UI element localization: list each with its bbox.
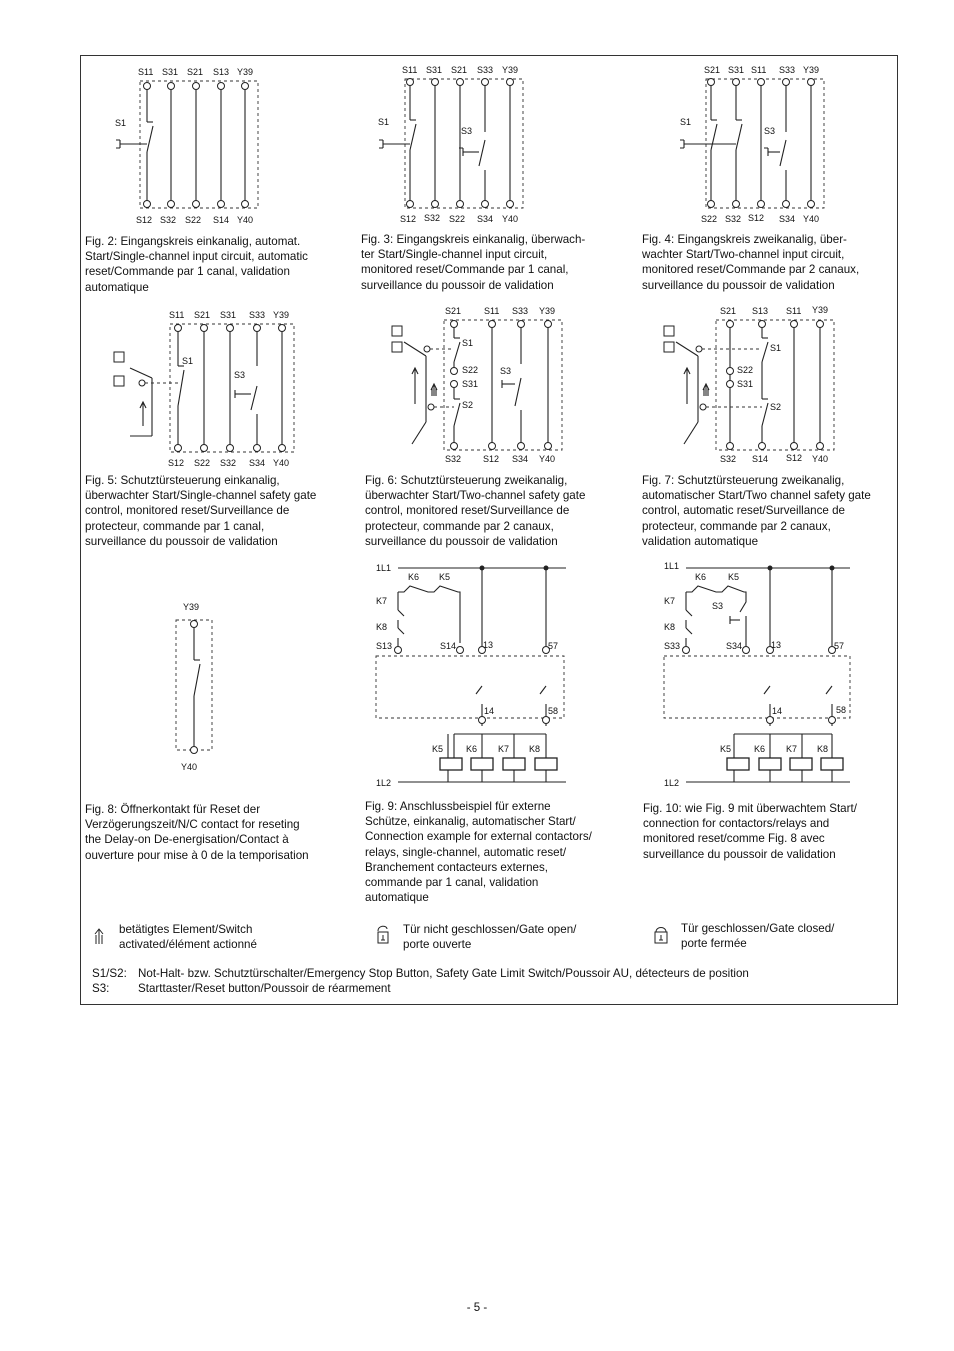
fig2-bottom-label: S14	[213, 215, 230, 225]
fig5-top-label: S21	[194, 310, 211, 320]
fig10-terminal-label: 13	[771, 640, 782, 650]
fig3-top-label: S11	[402, 65, 418, 75]
fig6-bottom-label: S12	[483, 454, 500, 464]
legend-gate-closed: Tür geschlossen/Gate closed/ porte fermée	[681, 922, 835, 950]
fig7-bottom-label: Y40	[812, 454, 829, 464]
fig4-switch-label: S3	[764, 126, 776, 136]
fig10-contact-label: K8	[664, 622, 676, 632]
fig6-top-label: S33	[512, 306, 529, 316]
fig5-switch-label: S3	[234, 370, 246, 380]
fig7-bottom-label: S32	[720, 454, 737, 464]
fig9-supply-top: 1L1	[376, 563, 392, 573]
fig9-contact-label: K7	[376, 596, 388, 606]
fig9-coil-label: K7	[498, 744, 510, 754]
abbreviation-text: Not-Halt- bzw. Schutztürschalter/Emergency Stop Button, Safety Gate Limit Switch/Poussoir AU, détecteurs de position	[138, 967, 749, 980]
fig4-top-label: S33	[779, 65, 796, 75]
fig8-top-label: Y39	[183, 602, 200, 612]
fig3-diagram	[375, 62, 535, 230]
switch-activated-icon	[91, 927, 107, 945]
fig10-supply-top: 1L1	[664, 561, 680, 571]
fig3-switch-label: S3	[461, 126, 473, 136]
fig4-top-label: S11	[751, 65, 767, 75]
fig10-contact-label: K6	[695, 572, 707, 582]
fig8-bottom-label: Y40	[181, 762, 198, 772]
fig9-coil-label: K5	[432, 744, 444, 754]
fig3-switch-label: S1	[378, 117, 390, 127]
fig9-terminal-label: 57	[548, 641, 559, 651]
fig3-top-label: Y39	[502, 65, 519, 75]
fig6-top-label: Y39	[539, 306, 556, 316]
fig5-caption: Fig. 5: Schutztürsteuerung einkanalig, überwachter Start/Single-channel safety gate control, monitored reset/Surveillance de protecteur, commande par 1 canal, surveillance du poussoir de validation	[85, 474, 317, 548]
gate-closed-icon	[392, 326, 402, 336]
fig9-terminal-label: 13	[483, 640, 494, 650]
fig4-bottom-label: Y40	[803, 214, 820, 224]
fig4-top-label: Y39	[803, 65, 820, 75]
fig9-terminal-label: S14	[440, 641, 457, 651]
fig2-top-label: S13	[213, 67, 230, 77]
fig6-diagram	[388, 304, 568, 470]
fig4-diagram	[676, 62, 836, 230]
fig9-contact-label: K6	[408, 572, 420, 582]
fig5-top-label: S33	[249, 310, 266, 320]
fig10-coil-label: K7	[786, 744, 798, 754]
fig5-diagram	[110, 306, 300, 472]
abbreviation-s1-s2	[92, 966, 749, 981]
fig6-top-label: S11	[484, 306, 500, 316]
gate-closed-icon	[664, 326, 674, 336]
fig9-contact-label: K8	[376, 622, 388, 632]
fig6-switch-label: S2	[462, 400, 474, 410]
fig6-top-label: S21	[445, 306, 462, 316]
fig6-bottom-label: Y40	[539, 454, 556, 464]
fig10-diagram	[658, 558, 858, 794]
fig4-top-label: S31	[728, 65, 745, 75]
fig7-top-label: Y39	[812, 305, 829, 315]
fig8-diagram	[170, 598, 230, 776]
fig10-contact-label: K5	[728, 572, 740, 582]
fig3-top-label: S31	[426, 65, 443, 75]
fig5-switch-label: S1	[182, 356, 194, 366]
gate-open-icon	[114, 376, 124, 386]
fig4-bottom-label: S32	[725, 214, 742, 224]
fig2-diagram	[110, 62, 270, 230]
fig4-top-label: S21	[704, 65, 721, 75]
fig2-top-label: S21	[187, 67, 204, 77]
fig6-switch-label: S3	[500, 366, 512, 376]
fig2-bottom-label: S12	[136, 215, 153, 225]
fig3-bottom-label: S12	[400, 214, 417, 224]
legend-switch-activated: betätigtes Element/Switch activated/élément actionné	[119, 923, 257, 951]
fig4-bottom-label: S34	[779, 214, 796, 224]
fig10-terminal-label: 58	[836, 705, 847, 715]
gate-closed-icon	[114, 352, 124, 362]
fig5-bottom-label: S12	[168, 458, 185, 468]
gate-open-icon	[664, 342, 674, 352]
fig3-caption: Fig. 3: Eingangskreis einkanalig, überwach- ter Start/Single-channel input circuit, monitored reset/Commande par 1 canal, surveillance du poussoir de validation	[361, 233, 586, 292]
fig7-switch-label: S22	[737, 365, 754, 375]
fig5-bottom-label: S22	[194, 458, 211, 468]
fig5-top-label: S11	[169, 310, 185, 320]
fig9-terminal-label: 58	[548, 706, 559, 716]
fig8-caption: Fig. 8: Öffnerkontakt für Reset der Verzögerungszeit/N/C contact for reseting the Delay-on De-energisation/Contact à ouverture pour mise à 0 de la temporisation	[85, 803, 309, 862]
fig7-top-label: S13	[752, 306, 769, 316]
fig2-caption: Fig. 2: Eingangskreis einkanalig, automat. Start/Single-channel input circuit, automatic reset/Commande par 1 canal, validation automatique	[85, 235, 308, 294]
fig5-top-label: Y39	[273, 310, 290, 320]
fig7-bottom-label: S12	[786, 453, 803, 463]
gate-open-icon	[392, 342, 402, 352]
fig7-bottom-label: S14	[752, 454, 769, 464]
gate-closed-icon	[653, 924, 669, 944]
abbreviation-s3	[92, 981, 391, 996]
fig3-bottom-label: Y40	[502, 214, 519, 224]
fig7-switch-label: S1	[770, 343, 782, 353]
legend-gate-open: Tür nicht geschlossen/Gate open/ porte ouverte	[403, 923, 577, 951]
fig4-bottom-label: S22	[701, 214, 718, 224]
abbreviation-text: Starttaster/Reset button/Poussoir de réarmement	[138, 982, 391, 995]
fig7-switch-label: S31	[737, 379, 754, 389]
fig10-coil-label: K6	[754, 744, 766, 754]
fig10-terminal-label: S33	[664, 641, 681, 651]
fig9-caption: Fig. 9: Anschlussbeispiel für externe Schütze, einkanalig, automatischer Start/ Connection example for external contactors/ relays, single-channel, automatic reset/ Branchement contacteurs externes, commande par 1 canal, validation automatique	[365, 800, 592, 905]
fig5-top-label: S31	[220, 310, 237, 320]
fig4-switch-label: S1	[680, 117, 692, 127]
fig5-bottom-label: Y40	[273, 458, 290, 468]
fig9-contact-label: K5	[439, 572, 451, 582]
fig7-diagram	[660, 304, 840, 470]
fig4-caption: Fig. 4: Eingangskreis zweikanalig, über- wachter Start/Two-channel input circuit, monitored reset/Commande par 2 canaux, surveillance du poussoir de validation	[642, 233, 860, 292]
fig6-switch-label: S22	[462, 365, 479, 375]
fig4-bottom-label: S12	[748, 213, 765, 223]
fig6-bottom-label: S32	[445, 454, 462, 464]
fig7-caption: Fig. 7: Schutztürsteuerung zweikanalig, automatischer Start/Two channel safety gate control, automatic reset/Surveillance de protecteur, commande par 2 canaux, validation automatique	[642, 474, 871, 548]
fig2-switch-label: S1	[115, 118, 127, 128]
fig10-terminal-label: S34	[726, 641, 743, 651]
fig9-coil-label: K6	[466, 744, 478, 754]
fig10-caption: Fig. 10: wie Fig. 9 mit überwachtem Start/ connection for contactors/relays and monitored reset/comme Fig. 8 avec surveillance du poussoir de validation	[643, 802, 857, 861]
fig6-switch-label: S31	[462, 379, 479, 389]
abbreviation-key: S1/S2:	[92, 967, 127, 980]
fig10-coil-label: K8	[817, 744, 829, 754]
fig2-bottom-label: Y40	[237, 215, 254, 225]
fig3-top-label: S21	[451, 65, 468, 75]
fig10-terminal-label: 57	[834, 641, 845, 651]
fig6-switch-label: S1	[462, 338, 474, 348]
page-number: - 5 -	[466, 1302, 488, 1314]
fig9-diagram	[370, 558, 570, 794]
fig9-terminal-label: S13	[376, 641, 393, 651]
fig7-switch-label: S2	[770, 402, 782, 412]
fig9-terminal-label: 14	[484, 706, 495, 716]
fig2-bottom-label: S22	[185, 215, 202, 225]
fig5-bottom-label: S34	[249, 458, 266, 468]
fig10-coil-label: K5	[720, 744, 732, 754]
fig10-supply-bottom: 1L2	[664, 778, 680, 788]
fig7-top-label: S11	[786, 306, 802, 316]
fig3-bottom-label: S34	[477, 214, 494, 224]
fig2-top-label: S31	[162, 67, 179, 77]
fig3-bottom-label: S22	[449, 214, 466, 224]
fig2-top-label: S11	[138, 67, 154, 77]
fig3-bottom-label: S32	[424, 213, 441, 223]
fig6-caption: Fig. 6: Schutztürsteuerung zweikanalig, überwachter Start/Two-channel safety gate control, monitored reset/Surveillance de protecteur, commande par 2 canaux, surveillance du poussoir de validation	[365, 474, 586, 548]
fig9-supply-bottom: 1L2	[376, 778, 392, 788]
fig9-coil-label: K8	[529, 744, 541, 754]
fig6-bottom-label: S34	[512, 454, 529, 464]
fig5-bottom-label: S32	[220, 458, 237, 468]
fig3-top-label: S33	[477, 65, 494, 75]
fig10-terminal-label: 14	[772, 706, 783, 716]
abbreviation-key: S3:	[92, 982, 110, 995]
fig7-top-label: S21	[720, 306, 737, 316]
gate-open-icon	[375, 923, 391, 945]
fig2-top-label: Y39	[237, 67, 254, 77]
fig2-bottom-label: S32	[160, 215, 177, 225]
fig10-contact-label: K7	[664, 596, 676, 606]
fig10-contact-label: S3	[712, 601, 724, 611]
